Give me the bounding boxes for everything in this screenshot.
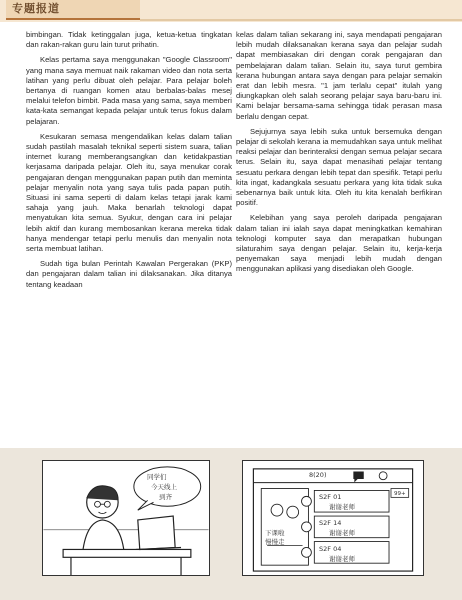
article-left-column [26,30,232,295]
speech-bubble-text: 今天线上 [151,483,177,491]
comic-teacher-at-desk [42,460,210,576]
article-right-column [236,30,442,280]
article-paragraph: Sudah tiga bulan Perintah Kawalan Pergerakan (PKP) dan pengajaran dalam talian ini dilaksanakan. Jika ditanya tentang keadaan [26,259,232,289]
article-paragraph: bimbingan. Tidak ketinggalan juga, ketua-ketua tingkatan dan rakan-rakan guru lain turut prihatin. [26,30,232,50]
message-sender: S2F 01 [319,493,342,501]
unread-badge: 99+ [394,491,406,497]
article-paragraph: Kelas pertama saya menggunakan "Google Classroom" yang mana saya memuat naik rakaman video dan nota serta latihan yang perlu dibuat oleh pelajar. Para pelajar boleh bertanya di ruangan komen atau berbalas-balas mesej melalui telefon bimbit. Pada masa yang sama, saya memberi kata-kata semangat kepada pelajar untuk terus fokus dalam pelajaran. [26,55,232,126]
message-sender: S2F 14 [319,519,342,527]
teacher-drawing [43,461,209,575]
article-paragraph: kelas dalam talian sekarang ini, saya mendapati pengajaran lebih mudah dilaksanakan kerana saya dan pelajar sudah dapat membiasakan diri dengan corak pengajaran dan pembelajaran dalam talian. Selain itu, saya turut gembira kerana hubungan antara saya dengan para pelajar semakin erat dan lebih mesra. "1 jam terlalu cepat" itulah yang diungkapkan oleh salah seorang pelajar saya baru-baru ini. Kami belajar bersama-sama sehingga tidak perasan masa berlalu dengan cepat. [236,30,442,121]
article-paragraph: Kelebihan yang saya peroleh daripada pengajaran dalam talian ini ialah saya dapat meningkatkan kemahiran teknologi komputer saya dan merapatkan hubungan silaturahim saya dengan pelajar. Selain itu, kerja-kerja penyemakan saya menjadi lebih mudah dengan menggunakan aplikasi yang disediakan oleh Google. [236,213,442,274]
section-title: 专题报道 [6,0,140,20]
side-note: 慢慢走 [265,538,285,546]
article-paragraph: Sejujurnya saya lebih suka untuk bersemuka dengan pelajar di sekolah kerana ia memudahkan saya untuk melihat reaksi pelajar dan berinteraksi dengan semua pelajar secara terus. Selain itu, saya dapat menasihati pelajar tentang sesuatu perkara dengan lebih tepat dan spesifik. Tetapi perlu kita ingat, kadangkala sesuatu perkara yang kita tidak suka sebenarnya baik untuk kita. Oleh itu kita kenalah berfikiran positif. [236,126,442,208]
message-sender: S2F 04 [319,545,342,553]
comic-chat-screen [242,460,424,576]
message-text: 谢谢老师 [329,529,355,537]
message-text: 谢谢老师 [329,503,355,511]
header-rule [140,19,462,21]
article-paragraph: Kesukaran semasa mengendalikan kelas dalam talian sudah pastilah masalah teknikal seperti sistem suara, talian internet kurang memberangsangkan dan ketidakpastian kerjasama daripada pelajar. Oleh itu, saya menukar corak pengajaran dengan menggunakan papan putih dan meminta pelajar menyalin nota yang saya tulis pada papan putih. Situasi ini sama seperti di dalam kelas tetapi jarak kami sahaja yang jauh. Maka benarlah teknologi dapat menyatukan kita semua. Syukur, dengan cara ini pelajar lebih aktif dan kurang membosankan kerana mereka tidak hanya mendengar tetapi perlu menulis dan menyalin nota serta membuat latihan. [26,131,232,254]
speech-bubble-text: 同学们 [147,473,167,481]
message-text: 谢谢老师 [329,555,355,563]
speech-bubble-text: 到齐 [159,493,172,501]
side-note: 下课啦 [265,529,285,537]
chat-header-count: 8(20) [309,471,327,479]
